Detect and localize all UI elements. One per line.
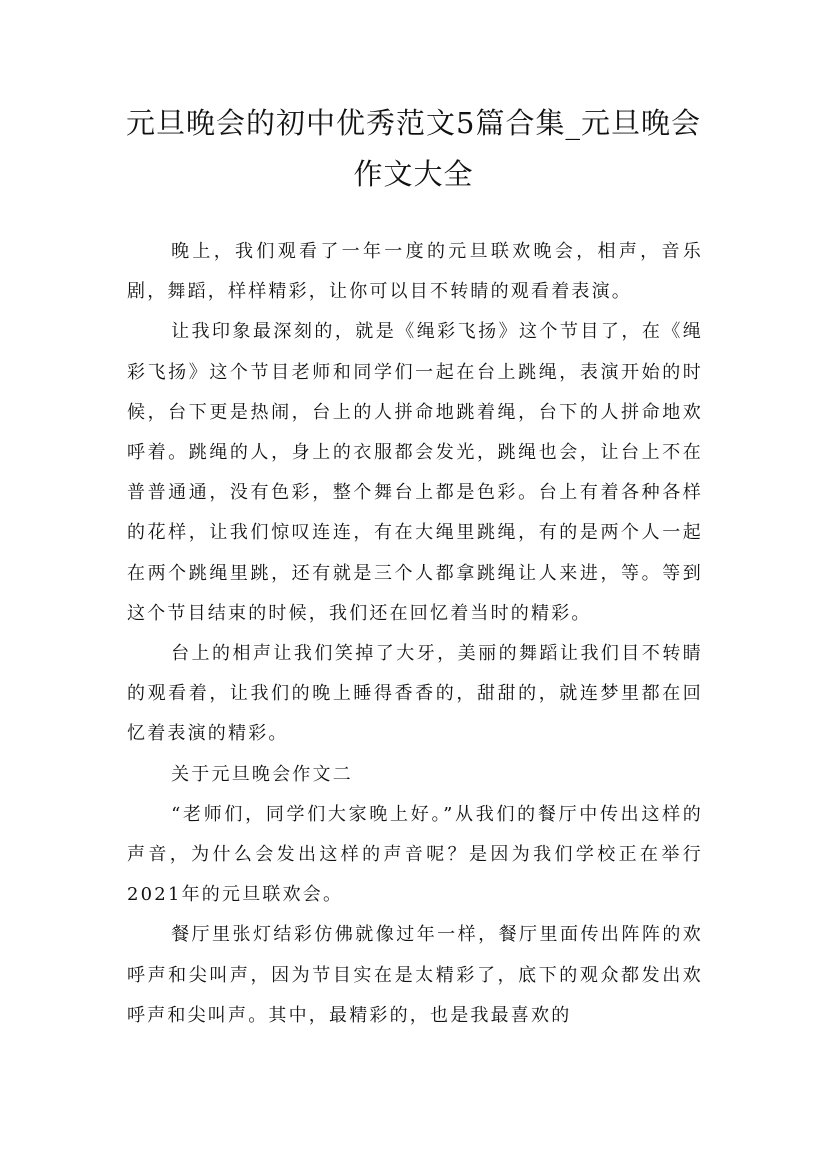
paragraph-5: 餐厅里张灯结彩仿佛就像过年一样，餐厅里面传出阵阵的欢呼声和尖叫声，因为节目实在是太精彩了，底下的观众都发出欢呼声和尖叫声。其中，最精彩的，也是我最喜欢的 xyxy=(127,924,703,1026)
paragraph-2: 让我印象最深刻的，就是《绳彩飞扬》这个节目了，在《绳彩飞扬》这个节目老师和同学们一起在台上跳绳，表演开始的时候，台下更是热闹，台上的人拼命地跳着绳，台下的人拼命地欢呼着。跳绳的人，身上的衣服都会发光，跳绳也会，让台上不在普普通通，没有色彩，整个舞台上都是色彩。台上有着各种各样的花样，让我们惊叹连连，有在大绳里跳绳，有的是两个人一起在两个跳绳里跳，还有就是三个人都拿跳绳让人来进，等。等到这个节目结束的时候，我们还在回忆着当时的精彩。 xyxy=(127,321,703,624)
document-body xyxy=(127,232,703,1036)
paragraph-1: 晚上，我们观看了一年一度的元旦联欢晚会，相声，音乐剧，舞蹈，样样精彩，让你可以目不转睛的观看着表演。 xyxy=(127,241,703,303)
section-heading: 关于元旦晚会作文二 xyxy=(171,763,353,785)
paragraph-4: “老师们，同学们大家晚上好。”从我们的餐厅中传出这样的声音，为什么会发出这样的声音呢？是因为我们学校正在举行2021年的元旦联欢会。 xyxy=(127,803,703,906)
document-title: 元旦晚会的初中优秀范文5篇合集_元旦晚会作文大全 xyxy=(126,106,701,191)
paragraph-3: 台上的相声让我们笑掉了大牙，美丽的舞蹈让我们目不转睛的观看着，让我们的晚上睡得香香的，甜甜的，就连梦里都在回忆着表演的精彩。 xyxy=(127,643,703,745)
